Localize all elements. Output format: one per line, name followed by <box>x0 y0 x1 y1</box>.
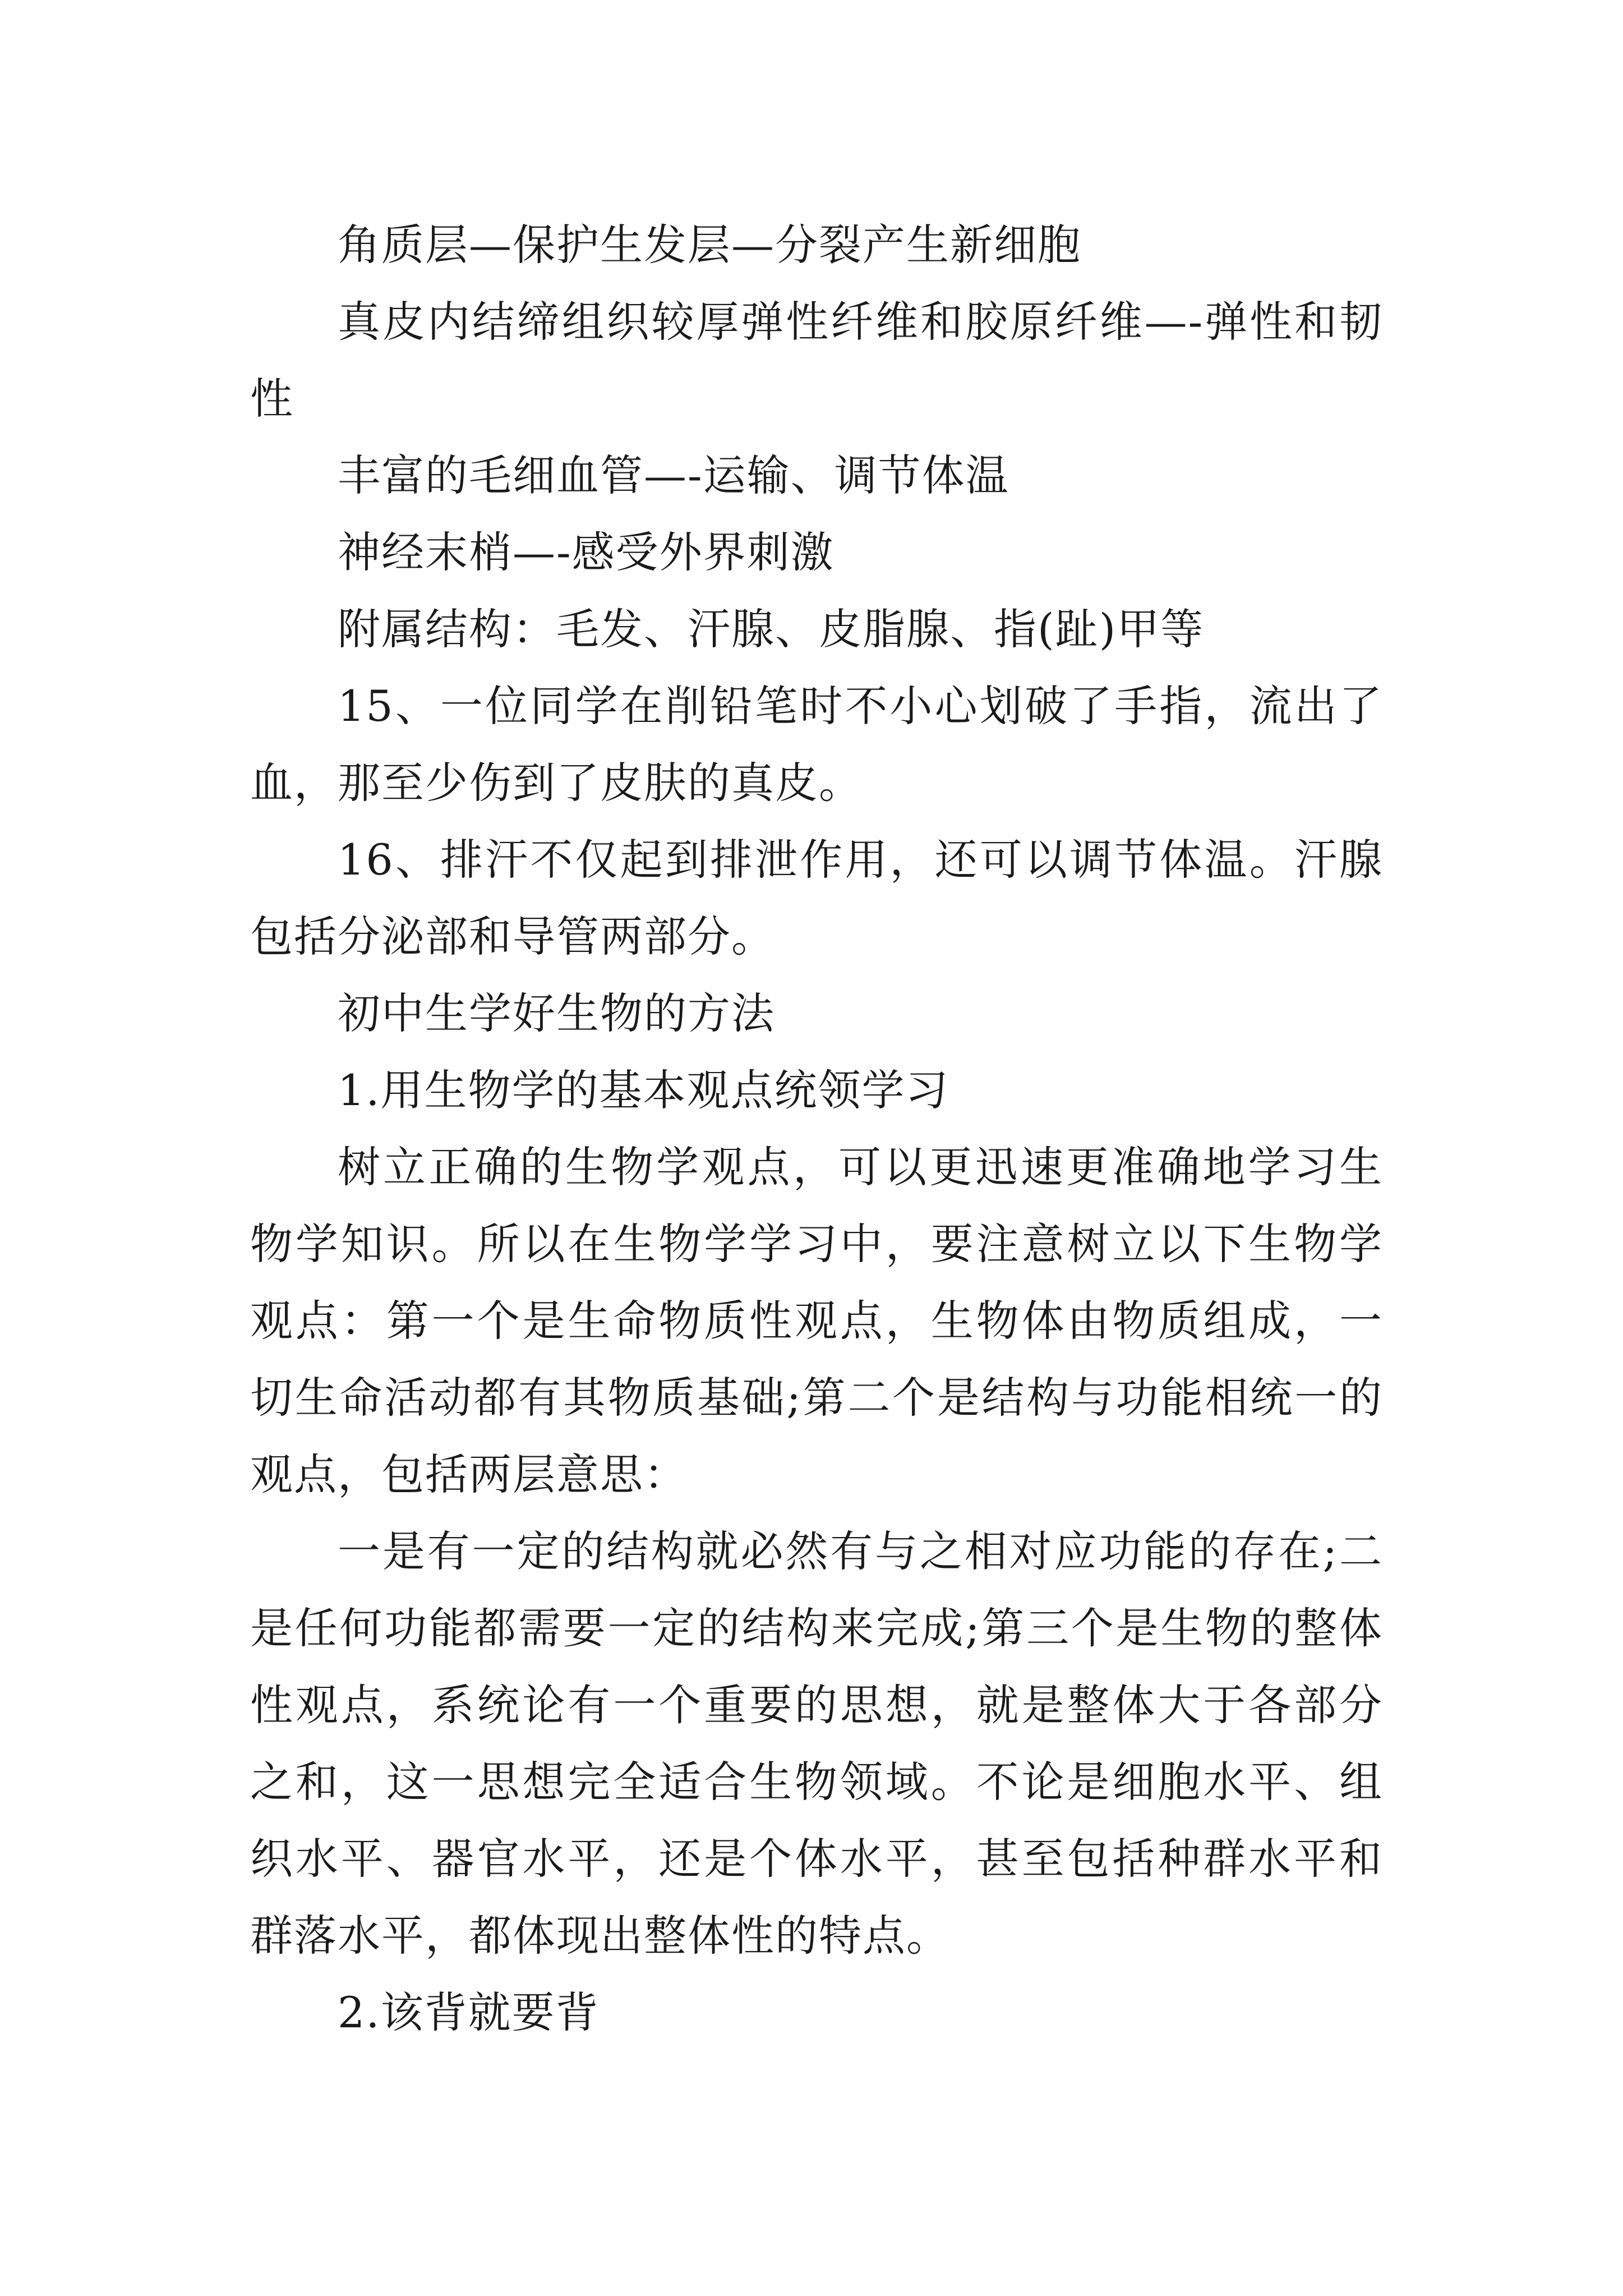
paragraph-capillaries: 丰富的毛细血管—-运输、调节体温 <box>338 450 1009 500</box>
paragraph-dermis: 真皮内结缔组织较厚弹性纤维和胶原纤维—-弹性和韧性 <box>250 297 1383 424</box>
subheading-2: 2.该背就要背 <box>338 1987 600 2037</box>
paragraph-appendages: 附属结构：毛发、汗腺、皮脂腺、指(趾)甲等 <box>338 604 1205 654</box>
subheading-1: 1.用生物学的基本观点统领学习 <box>338 1065 949 1115</box>
paragraph-structure-function: 一是有一定的结构就必然有与之相对应功能的存在;二是任何功能都需要一定的结构来完成;第三个是生物的整体性观点，系统论有一个重要的思想，就是整体大于各部分之和，这一思想完全适合生物领域。不论是细胞水平、组织水平、器官水平，还是个体水平，甚至包括种群水平和群落水平，都体现出整体性的特点。 <box>250 1526 1383 1961</box>
paragraph-epidermis-layers: 角质层—保护生发层—分裂产生新细胞 <box>338 220 1081 270</box>
paragraph-item-15: 15、一位同学在削铅笔时不小心划破了手指，流出了血，那至少伤到了皮肤的真皮。 <box>250 681 1383 808</box>
paragraph-nerve-endings: 神经末梢—-感受外界刺激 <box>338 527 834 577</box>
paragraph-viewpoints: 树立正确的生物学观点，可以更迅速更准确地学习生物学知识。所以在生物学学习中，要注意树立以下生物学观点：第一个是生命物质性观点，生物体由物质组成，一切生命活动都有其物质基础;第二个是结构与功能相统一的观点，包括两层意思： <box>250 1142 1383 1499</box>
paragraph-item-16: 16、排汗不仅起到排泄作用，还可以调节体温。汗腺包括分泌部和导管两部分。 <box>250 835 1383 961</box>
document-body <box>250 206 1383 2051</box>
section-heading-methods: 初中生学好生物的方法 <box>338 988 775 1038</box>
